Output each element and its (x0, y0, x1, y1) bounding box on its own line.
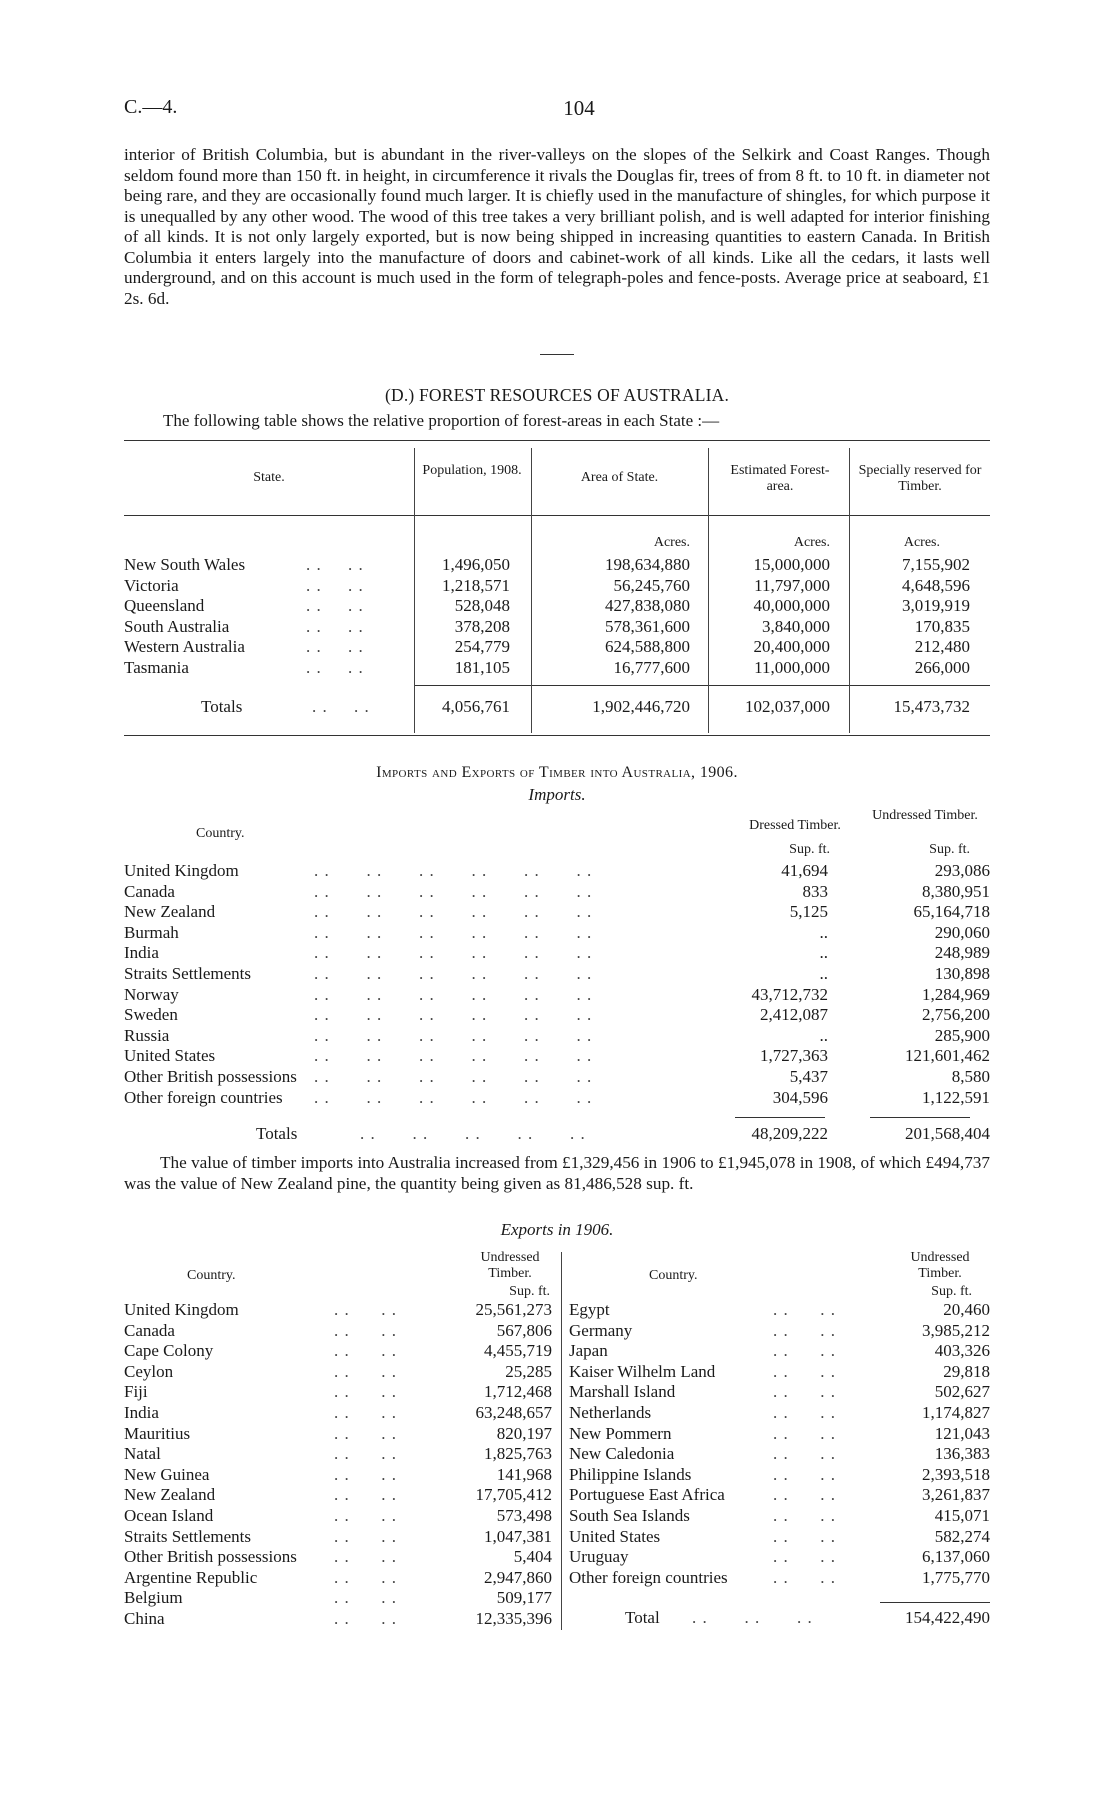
exports-right-value: 415,071 (934, 1506, 990, 1525)
exports-col-undressed-left: Undressed Timber. (480, 1250, 540, 1281)
exports-col-country-right: Country. (649, 1268, 698, 1283)
leader-dots: . . . . (334, 1506, 397, 1525)
table-rule (124, 440, 990, 441)
imports-row-undressed: 248,989 (934, 943, 990, 963)
leader-dots: . . . . . . . . . . . . (314, 861, 593, 880)
imports-row-undressed: 121,601,462 (905, 1046, 990, 1066)
leader-dots: . . . . (773, 1464, 836, 1484)
page-number: 104 (563, 96, 595, 120)
exports-left-value: 1,047,381 (484, 1526, 552, 1546)
imports-row-country: Burmah (124, 922, 179, 942)
exports-right-country: Marshall Island (569, 1382, 676, 1402)
forest-row-area: 578,361,600 (605, 616, 690, 636)
exports-right-value: 502,627 (934, 1382, 990, 1402)
exports-right-value: 1,775,770 (922, 1567, 990, 1587)
exports-left-value: 2,947,860 (484, 1567, 552, 1587)
leader-dots: . . . . . . . . . . . . (314, 964, 593, 983)
imports-row-undressed: 2,756,200 (922, 1005, 990, 1025)
exports-left-country: India (124, 1403, 159, 1422)
exports-left-value: 63,248,657 (475, 1403, 552, 1422)
exports-left-value: 1,712,468 (484, 1382, 552, 1402)
imports-row-undressed: 130,898 (934, 964, 990, 983)
exports-left-value: 820,197 (496, 1423, 552, 1443)
imports-row-country: Other foreign countries (124, 1087, 283, 1107)
leader-dots: . . . . (334, 1320, 397, 1340)
forest-row-forest-area: 11,000,000 (754, 658, 830, 677)
leader-dots: . . . . (334, 1547, 397, 1567)
exports-col-undressed-right: Undressed Timber. (910, 1250, 970, 1281)
forest-row-state: Queensland (124, 596, 205, 616)
leader-dots: . . . . (334, 1526, 397, 1546)
exports-left-value: 12,335,396 (475, 1609, 552, 1628)
forest-row-population: 1,496,050 (442, 555, 510, 574)
exports-right-value: 136,383 (934, 1444, 990, 1464)
forest-row-population: 1,218,571 (442, 575, 510, 595)
column-divider (531, 448, 532, 733)
leader-dots: . . . . (334, 1403, 397, 1422)
exports-left-country: Argentine Republic (124, 1567, 258, 1587)
forest-row-area: 56,245,760 (613, 575, 690, 595)
leader-dots: . . . . (773, 1341, 836, 1361)
leader-dots: . . . . (773, 1382, 836, 1402)
forest-row-state: Tasmania (124, 658, 189, 677)
forest-row-state: Western Australia (124, 637, 245, 657)
exports-right-value: 582,274 (934, 1526, 990, 1546)
exports-left-country: New Zealand (124, 1485, 216, 1505)
leader-dots: . . . . (306, 596, 364, 616)
timber-value-paragraph: The value of timber imports into Australia increased from £1,329,456 in 1906 to £1,945,078 in 1908, of which £494,737 was the value of New Zealand pine, the quantity being given as 81,486,528 sup. ft. (124, 1153, 990, 1193)
imports-col-dressed: Dressed Timber. (749, 818, 841, 833)
forest-section-title: (D.) FOREST RESOURCES OF AUSTRALIA. (384, 385, 730, 405)
imports-subtitle: Imports. (528, 785, 586, 804)
exports-right-value: 121,043 (934, 1423, 990, 1443)
forest-totals-population: 4,056,761 (442, 697, 510, 716)
forest-row-area: 427,838,080 (605, 596, 690, 616)
imports-exports-title: Imports and Exports of Timber into Australia, 1906. (376, 764, 738, 781)
unit-label: Acres. (793, 535, 830, 550)
forest-row-area: 624,588,800 (605, 637, 690, 657)
imports-row-country: Sweden (124, 1005, 178, 1025)
forest-row-state: New South Wales (124, 555, 246, 574)
exports-right-country: South Sea Islands (569, 1506, 690, 1525)
forest-row-forest-area: 20,400,000 (753, 637, 830, 657)
imports-totals-dressed: 48,209,222 (751, 1124, 828, 1143)
forest-row-forest-area: 40,000,000 (753, 596, 830, 616)
leader-dots: . . . . . . . . . . . . (314, 1005, 593, 1025)
forest-row-reserved: 7,155,902 (902, 555, 970, 574)
col-header-state: State. (253, 470, 285, 485)
imports-row-undressed: 285,900 (934, 1025, 990, 1045)
exports-left-country: Fiji (124, 1382, 148, 1402)
forest-row-forest-area: 3,840,000 (762, 616, 830, 636)
leader-dots: . . . . (334, 1341, 397, 1361)
forest-row-population: 254,779 (454, 637, 510, 657)
imports-row-undressed: 290,060 (934, 922, 990, 942)
imports-row-undressed: 8,380,951 (922, 881, 990, 901)
col-header-reserved: Specially reserved for Timber. (858, 463, 982, 494)
exports-left-country: New Guinea (124, 1464, 210, 1484)
exports-left-value: 141,968 (496, 1464, 552, 1484)
unit-label: Sup. ft. (931, 1284, 972, 1299)
leader-dots: . . . . . . . . . . . . (314, 943, 593, 963)
column-divider (561, 1252, 562, 1630)
exports-right-country: Portuguese East Africa (569, 1485, 725, 1505)
sum-rule (880, 1602, 990, 1603)
exports-left-country: Cape Colony (124, 1341, 214, 1361)
leader-dots: . . . . . . . . . . . . (314, 1025, 593, 1045)
exports-right-value: 20,460 (943, 1300, 990, 1319)
exports-right-country: Germany (569, 1320, 633, 1340)
exports-left-country: Ocean Island (124, 1506, 214, 1525)
leader-dots: . . . . . . . . . . . . (314, 984, 593, 1004)
leader-dots: . . . . (306, 616, 364, 636)
imports-row-dressed: 2,412,087 (760, 1005, 828, 1025)
imports-row-dressed: .. (819, 943, 828, 963)
exports-left-country: Mauritius (124, 1423, 191, 1443)
exports-right-value: 2,393,518 (922, 1464, 990, 1484)
sum-rule (870, 1117, 970, 1118)
leader-dots: . . . . (773, 1361, 836, 1381)
unit-label: Acres. (653, 535, 690, 550)
imports-row-undressed: 65,164,718 (913, 902, 990, 922)
exports-left-value: 25,561,273 (475, 1300, 552, 1319)
forest-row-area: 16,777,600 (613, 658, 690, 677)
document-reference: C.—4. (124, 96, 178, 118)
leader-dots: . . . . (773, 1485, 836, 1505)
forest-row-population: 378,208 (454, 616, 510, 636)
exports-left-country: United Kingdom (124, 1300, 239, 1319)
unit-label: Acres. (903, 535, 940, 550)
exports-right-country: New Pommern (569, 1423, 672, 1443)
imports-col-undressed: Undressed Timber. (872, 808, 978, 823)
forest-section-intro: The following table shows the relative proportion of forest-areas in each State :— (163, 411, 720, 430)
imports-totals-label: Totals (256, 1124, 298, 1143)
exports-title: Exports in 1906. (500, 1220, 614, 1239)
forest-row-state: Victoria (124, 575, 179, 595)
leader-dots: . . . . (334, 1485, 397, 1505)
page-header (124, 96, 994, 126)
leader-dots: . . . . (334, 1423, 397, 1443)
leader-dots: . . . . . . . . . . . . (314, 1067, 593, 1086)
col-header-forest-area: Estimated Forest-area. (730, 463, 830, 494)
exports-right-value: 1,174,827 (922, 1403, 990, 1422)
exports-left-country: Canada (124, 1320, 175, 1340)
leader-dots: . . . . (334, 1464, 397, 1484)
col-header-area: Area of State. (580, 470, 659, 485)
imports-row-undressed: 1,284,969 (922, 984, 990, 1004)
imports-row-dressed: 833 (802, 881, 828, 901)
leader-dots: . . . . (334, 1567, 397, 1587)
leader-dots: . . . . (773, 1444, 836, 1464)
imports-row-dressed: 5,125 (789, 902, 828, 922)
leader-dots: . . . . . . . . . . . . (314, 922, 593, 942)
imports-row-country: India (124, 943, 159, 963)
leader-dots: . . . . (334, 1361, 397, 1381)
leader-dots: . . . . . . . . . . . . (314, 1087, 593, 1107)
leader-dots: . . . . (773, 1403, 836, 1422)
leader-dots: . . . . (773, 1506, 836, 1525)
leader-dots: . . . . (773, 1567, 836, 1587)
leader-dots: . . . . (334, 1382, 397, 1402)
forest-totals-label: Totals (201, 697, 243, 716)
imports-row-dressed: 43,712,732 (751, 984, 828, 1004)
imports-row-dressed: 1,727,363 (760, 1046, 828, 1066)
unit-label: Sup. ft. (929, 842, 970, 857)
imports-row-dressed: 41,694 (781, 861, 828, 880)
imports-row-country: Straits Settlements (124, 964, 252, 983)
exports-left-value: 509,177 (496, 1588, 552, 1608)
leader-dots: . . . . (334, 1444, 397, 1464)
imports-row-country: United States (124, 1046, 216, 1066)
exports-left-value: 17,705,412 (475, 1485, 552, 1505)
leader-dots: . . . . . . . . . . . . (314, 881, 593, 901)
forest-row-reserved: 4,648,596 (902, 575, 970, 595)
exports-left-value: 1,825,763 (484, 1444, 552, 1464)
leader-dots: . . . . (773, 1320, 836, 1340)
imports-row-country: Russia (124, 1025, 170, 1045)
forest-row-reserved: 212,480 (914, 637, 970, 657)
exports-left-country: China (124, 1609, 165, 1628)
table-rule (124, 515, 990, 516)
imports-row-dressed: 5,437 (789, 1067, 828, 1086)
forest-totals-area: 1,902,446,720 (592, 697, 690, 716)
leader-dots: . . . . (773, 1300, 836, 1319)
imports-row-country: Other British possessions (124, 1067, 297, 1086)
exports-right-value: 403,326 (934, 1341, 990, 1361)
imports-row-country: New Zealand (124, 902, 216, 922)
imports-row-undressed: 1,122,591 (922, 1087, 990, 1107)
forest-row-population: 528,048 (454, 596, 510, 616)
leader-dots: . . . . (334, 1609, 397, 1628)
exports-right-country: Uruguay (569, 1547, 629, 1567)
exports-total-value: 154,422,490 (905, 1608, 990, 1627)
imports-col-country: Country. (196, 826, 245, 841)
imports-totals-undressed: 201,568,404 (905, 1124, 990, 1143)
leader-dots: . . . . (306, 555, 364, 574)
exports-right-country: United States (569, 1526, 661, 1546)
section-divider (540, 354, 574, 355)
leader-dots: . . . . (773, 1423, 836, 1443)
imports-row-dressed: 304,596 (772, 1087, 828, 1107)
exports-right-country: Other foreign countries (569, 1567, 728, 1587)
forest-totals-forest-area: 102,037,000 (745, 697, 830, 716)
leader-dots: . . . . . . . . . . . . (314, 1046, 593, 1066)
exports-total-label: Total (625, 1608, 660, 1627)
forest-row-reserved: 266,000 (914, 658, 970, 677)
col-header-population: Population, 1908. (422, 463, 522, 478)
exports-right-country: Philippine Islands (569, 1464, 692, 1484)
imports-row-undressed: 8,580 (951, 1067, 990, 1086)
exports-left-value: 4,455,719 (484, 1341, 552, 1361)
leader-dots: . . . . (334, 1300, 397, 1319)
exports-left-country: Belgium (124, 1588, 183, 1608)
exports-left-value: 567,806 (496, 1320, 552, 1340)
sum-rule (735, 1117, 825, 1118)
leader-dots: . . . . (306, 575, 364, 595)
forest-totals-reserved: 15,473,732 (893, 697, 970, 716)
exports-right-country: Egypt (569, 1300, 610, 1319)
forest-row-state: South Australia (124, 616, 230, 636)
forest-row-forest-area: 15,000,000 (753, 555, 830, 574)
imports-row-dressed: .. (819, 922, 828, 942)
leader-dots: . . . . . . . . . . . . (314, 902, 593, 922)
exports-left-country: Natal (124, 1444, 161, 1464)
unit-label: Sup. ft. (789, 842, 830, 857)
exports-col-country-left: Country. (187, 1268, 236, 1283)
leader-dots: . . . . (334, 1588, 397, 1608)
exports-right-value: 29,818 (943, 1361, 990, 1381)
exports-right-value: 6,137,060 (922, 1547, 990, 1567)
exports-left-country: Ceylon (124, 1361, 174, 1381)
leader-dots: . . . . . . (692, 1608, 813, 1627)
imports-row-country: United Kingdom (124, 861, 239, 880)
leader-dots: . . . . (773, 1547, 836, 1567)
exports-right-country: Kaiser Wilhelm Land (569, 1361, 716, 1381)
leader-dots: . . . . (306, 637, 364, 657)
leader-dots: . . . . (773, 1526, 836, 1546)
exports-left-value: 25,285 (505, 1361, 552, 1381)
imports-row-country: Norway (124, 984, 179, 1004)
exports-left-value: 573,498 (496, 1506, 552, 1525)
leader-dots: . . . . (312, 697, 370, 716)
intro-paragraph: interior of British Columbia, but is abundant in the river-valleys on the slopes of the Selkirk and Coast Ranges. Though seldom found more than 150 ft. in height, in circumference it rivals the Douglas fir, trees of from 8 ft. to 10 ft. in diameter not being rare, and they are occasionally found much larger. It is chiefly used in the manufacture of shingles, for which purpose it is unequalled by any other wood. The wood of this tree takes a very brilliant polish, and is well adapted for interior finishing of all kinds. It is not only largely exported, but is now being shipped in increasing quantities to eastern Canada. In British Columbia it enters largely into the manufacture of doors and cabinet-work of all kinds. Like all the cedars, it lasts well underground, and on this account is much used in the form of telegraph-poles and fence-posts. Average price at seaboard, £1 2s. 6d. (124, 145, 990, 308)
table-rule (414, 685, 990, 686)
unit-label: Sup. ft. (509, 1284, 550, 1299)
exports-right-country: Japan (569, 1341, 608, 1361)
imports-row-dressed: .. (819, 1025, 828, 1045)
forest-row-area: 198,634,880 (605, 555, 690, 574)
exports-left-value: 5,404 (513, 1547, 552, 1567)
imports-row-country: Canada (124, 881, 175, 901)
imports-row-undressed: 293,086 (934, 861, 990, 880)
leader-dots: . . . . (306, 658, 364, 677)
exports-right-country: New Caledonia (569, 1444, 675, 1464)
forest-row-reserved: 3,019,919 (902, 596, 970, 616)
table-rule (124, 735, 990, 736)
exports-left-country: Other British possessions (124, 1547, 297, 1567)
exports-left-country: Straits Settlements (124, 1526, 252, 1546)
forest-row-reserved: 170,835 (914, 616, 970, 636)
exports-right-value: 3,985,212 (922, 1320, 990, 1340)
forest-row-population: 181,105 (454, 658, 510, 677)
forest-row-forest-area: 11,797,000 (754, 575, 830, 595)
exports-right-country: Netherlands (569, 1403, 652, 1422)
imports-row-dressed: .. (819, 964, 828, 983)
leader-dots: . . . . . . . . . . (360, 1124, 586, 1143)
exports-right-value: 3,261,837 (922, 1485, 990, 1505)
